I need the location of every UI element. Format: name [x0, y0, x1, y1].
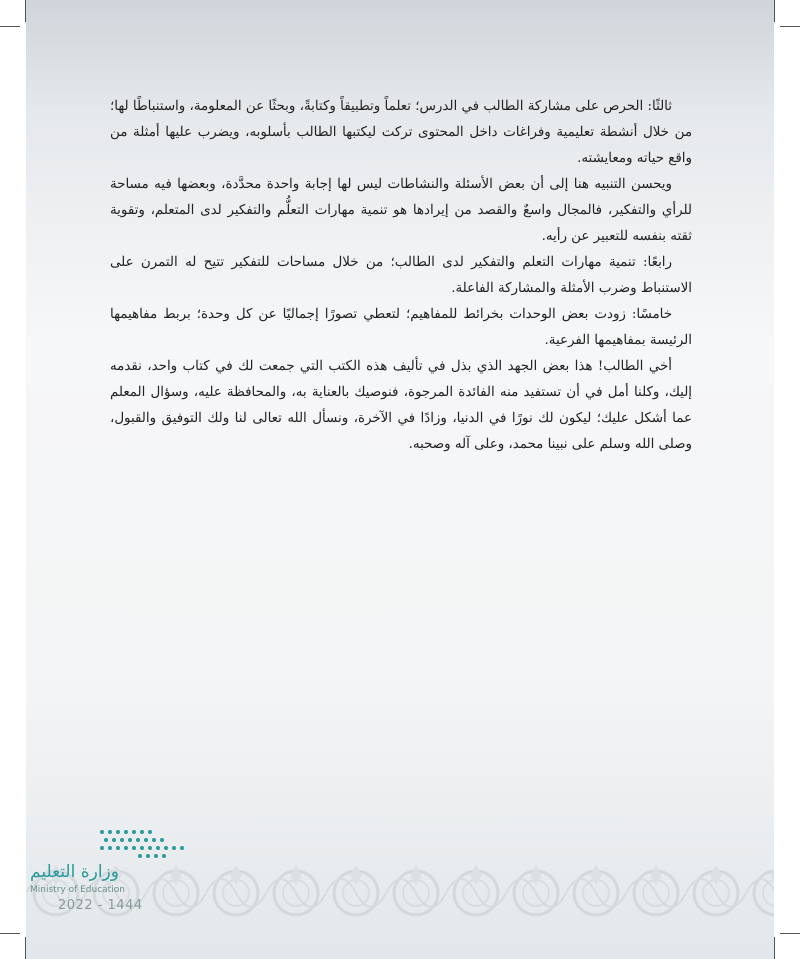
paragraph-closing: أخي الطالب! هذا بعض الجهد الذي بذل في تأليف هذه الكتب التي جمعت لك في كتاب واحد، نقدمه إليك، وكلنا أمل في أن تستفيد منه الفائدة المرجوة، فنوصيك بالعناية به، والمحافظة عليه، وسؤال المعلم عما أشكل عليك؛ ليكون لك نورًا في الدنيا، وزادًا في الآخرة، ونسأل الله تعالى لنا ولك التوفيق والقبول، وصلى الله وسلم على نبينا محمد، وعلى آله وصحبه. — [110, 359, 692, 452]
crop-mark — [0, 26, 20, 27]
crop-mark — [780, 933, 800, 934]
crop-mark — [774, 0, 775, 22]
paragraph-fourth-point: رابعًا: تنمية مهارات التعلم والتفكير لدى الطالب؛ من خلال مساحات للتفكير تتيح له التمرن على الاستنباط وضرب الأمثلة والمشاركة الفاعلة. — [110, 255, 692, 296]
paragraph-third-point: ثالثًا: الحرص على مشاركة الطالب في الدرس؛ تعلماً وتطبيقاً وكتابةً، وبحثًا عن المعلومة، واستنباطًا لها؛ من خلال أنشطة تعليمية وفراغات داخل المحتوى تركت ليكتبها الطالب بأسلوبه، ويضرب عليها أمثلة من واقع حياته ومعايشته. — [110, 99, 692, 166]
crop-mark — [780, 26, 800, 27]
crop-mark — [774, 937, 775, 959]
body-text — [110, 94, 692, 458]
crop-mark — [25, 0, 26, 22]
crop-mark — [25, 937, 26, 959]
paragraph-note: ويحسن التنبيه هنا إلى أن بعض الأسئلة والنشاطات ليس لها إجابة واحدة محدَّدة، وبعضها فيه مساحة للرأي والتفكير، فالمجال واسعٌ والقصد من إيرادها هو تنمية مهارات التعلُّم والتفكير لدى المتعلم، وتقوية ثقته بنفسه للتعبير عن رأيه. — [110, 177, 692, 244]
crop-mark — [0, 933, 20, 934]
page-number: 2022 - 1444 — [58, 898, 143, 913]
ministry-name-english: Ministry of Education — [30, 885, 125, 895]
ornament-band — [26, 855, 774, 930]
ministry-logo-icon — [96, 826, 188, 862]
paragraph-fifth-point: خامسًا: زودت بعض الوحدات بخرائط للمفاهيم؛ لتعطي تصورًا إجماليًا عن كل وحدة؛ بربط مفاهيمها الرئيسة بمفاهيمها الفرعية. — [110, 307, 692, 348]
ministry-name-arabic: وزارة التعليم — [30, 862, 119, 882]
